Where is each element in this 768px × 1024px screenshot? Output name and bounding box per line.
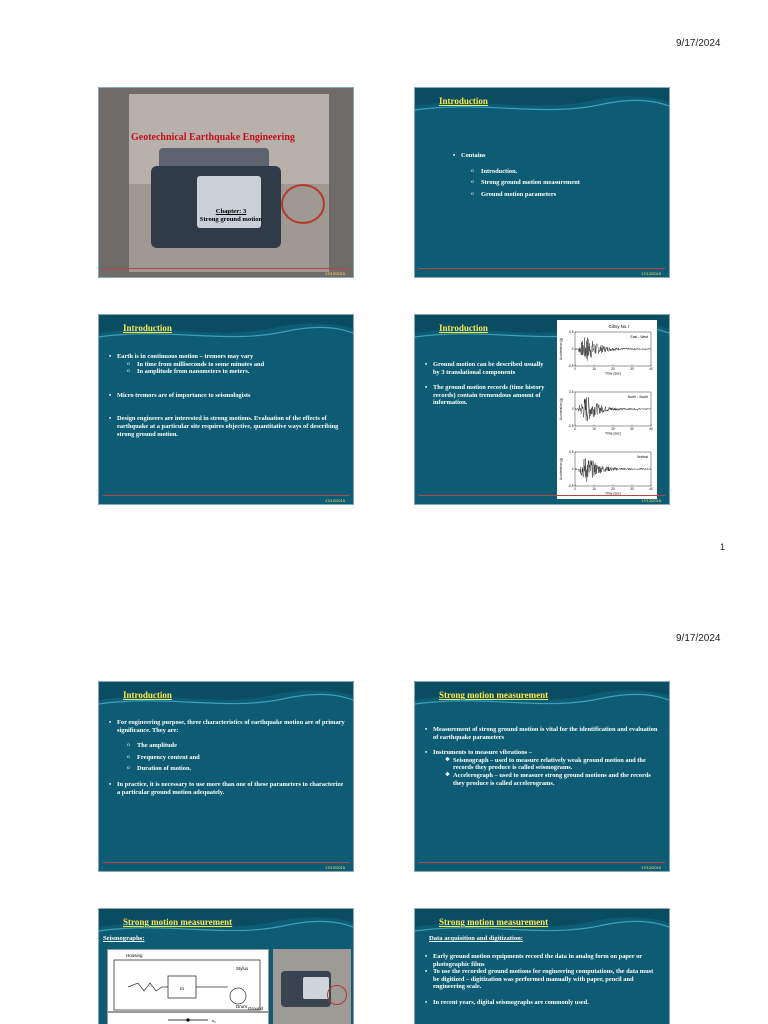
bullet: • To use the recorded ground motions for engineering computations, the data must be digitized – digitization was performed manually with paper, pencil and engineering scale. xyxy=(425,968,661,991)
displacement-label: u₀ xyxy=(212,1018,216,1023)
slide-body xyxy=(453,152,661,198)
slide-seismographs[interactable] xyxy=(98,908,354,1024)
x-axis-label: Time (sec) xyxy=(605,491,621,496)
slide-footer-date: 17/12/2015 xyxy=(324,865,345,870)
bullet: • Instruments to measure vibrations – xyxy=(425,749,661,757)
seismograph-schematic xyxy=(108,950,268,1024)
seismograph-photo xyxy=(273,949,351,1024)
slide-body xyxy=(425,361,549,407)
y-tick-label: 0 xyxy=(571,407,574,412)
slide-title-text: Strong motion measurement xyxy=(439,690,549,700)
y-tick-label: -0.5 xyxy=(568,484,574,489)
slide-title-text: Strong motion measurement xyxy=(439,917,549,927)
page-number: 1 xyxy=(720,542,726,552)
y-axis-label: Acceleration (g) xyxy=(559,337,563,361)
x-axis-label: Time (sec) xyxy=(605,371,621,376)
page-date: 9/17/2024 xyxy=(676,38,721,49)
x-tick-label: 0 xyxy=(574,487,576,491)
y-tick-label: 0.5 xyxy=(569,390,574,395)
slide-footer-date: 17/12/2015 xyxy=(640,271,661,276)
list-item: o Strong ground motion measurement xyxy=(453,179,661,187)
slide-intro-motion[interactable] xyxy=(98,314,354,505)
x-tick-label: 10 xyxy=(592,487,596,491)
page-date: 9/17/2024 xyxy=(676,633,721,644)
bullet: • In recent years, digital seismographs are commonly used. xyxy=(425,999,661,1007)
bullet: • Micro tremors are of importance to seismologists xyxy=(109,392,345,400)
slide-title-text: Introduction xyxy=(439,323,488,333)
ground-label: Ground xyxy=(248,1006,264,1011)
bullet: • Contains xyxy=(453,152,661,160)
accelerogram-svg xyxy=(557,320,657,499)
y-tick-label: 0.5 xyxy=(569,330,574,335)
waveform-trace xyxy=(575,338,651,361)
slide-footer-date: 17/12/2015 xyxy=(640,498,661,503)
y-axis-label: Acceleration (g) xyxy=(559,397,563,421)
slide-title-text: Introduction xyxy=(123,690,172,700)
series-label: Vertical xyxy=(636,455,648,459)
y-tick-label: 0 xyxy=(571,347,574,352)
y-tick-label: -0.5 xyxy=(568,424,574,429)
waveform-trace xyxy=(575,397,651,421)
series-label: East - West xyxy=(630,335,648,339)
bullet: • Earth is in continuous motion – tremors may vary xyxy=(109,353,345,361)
stylus-label: Stylus xyxy=(236,966,249,971)
slide-body xyxy=(109,719,345,796)
slide-subheading: Seismographs: xyxy=(103,935,145,942)
slide-footer-rule xyxy=(103,862,349,863)
housing-label: Housing xyxy=(126,953,143,958)
x-tick-label: 10 xyxy=(592,367,596,371)
slide-body xyxy=(109,353,345,438)
slide-intro-characteristics[interactable] xyxy=(98,681,354,872)
mass-label: m xyxy=(180,987,184,992)
list-item: o In amplitude from nanometers to meters. xyxy=(109,368,345,376)
bullet: • The ground motion records (time history records) contain tremendous amount of information. xyxy=(425,384,549,407)
x-tick-label: 40 xyxy=(649,427,653,431)
x-tick-label: 40 xyxy=(649,487,653,491)
y-tick-label: 0.5 xyxy=(569,450,574,455)
x-tick-label: 20 xyxy=(611,487,615,491)
bullet: • Design engineers are interested in strong motions. Evaluation of the effects of earthquake at a particular site requires objective, quantitative ways of describing strong ground motion. xyxy=(109,415,345,438)
waveform-trace xyxy=(575,458,651,481)
x-tick-label: 20 xyxy=(611,427,615,431)
x-tick-label: 10 xyxy=(592,427,596,431)
x-tick-label: 30 xyxy=(630,487,634,491)
bullet: • For engineering purpose, three characteristics of earthquake motion are of primary significance. They are: xyxy=(109,719,345,734)
cable xyxy=(281,184,325,224)
bullet: • Measurement of strong ground motion is vital for the identification and evaluation of earthquake parameters xyxy=(425,726,661,741)
x-tick-label: 0 xyxy=(574,367,576,371)
x-tick-label: 40 xyxy=(649,367,653,371)
chart-title: Gilroy No. I xyxy=(608,324,630,329)
list-item: o Ground motion parameters xyxy=(453,191,661,199)
seismograph-diagram xyxy=(107,949,269,1024)
drum-label: Drum xyxy=(236,1004,247,1009)
slide-body xyxy=(425,953,661,1007)
slide-title-text: Introduction xyxy=(123,323,172,333)
slide-contents[interactable] xyxy=(414,87,670,278)
slide-strong-motion[interactable] xyxy=(414,681,670,872)
slide-footer-rule xyxy=(419,268,665,269)
bullet: • Early ground motion equipments record the data in analog form on paper or photographic films xyxy=(425,953,661,968)
y-tick-label: 0 xyxy=(571,467,574,472)
slide-title-text: Introduction xyxy=(439,96,488,106)
slide-footer-date: 17/12/2015 xyxy=(640,865,661,870)
sub-bullet: ❖ Accelerograph – used to measure strong ground motions and the records they produce is called accelerograms. xyxy=(425,772,661,787)
series-label: North - South xyxy=(627,395,648,399)
chapter-subtitle: Strong ground motion xyxy=(199,216,263,223)
bullet: • In practice, it is necessary to use more than one of these parameters to characterize a particular ground motion adequately. xyxy=(109,781,345,796)
slide-title-text: Strong motion measurement xyxy=(123,917,233,927)
list-item: o In time from milliseconds to some minutes and xyxy=(109,361,345,369)
x-axis-label: Time (sec) xyxy=(605,431,621,436)
slide-intro-records[interactable] xyxy=(414,314,670,505)
x-tick-label: 20 xyxy=(611,367,615,371)
slide-footer-date: 17/12/2015 xyxy=(324,271,345,276)
presentation-title: Geotechnical Earthquake Engineering xyxy=(131,132,295,143)
y-axis-label: Acceleration (g) xyxy=(559,457,563,481)
accelerogram-chart xyxy=(557,320,657,499)
slide-footer-rule xyxy=(419,862,665,863)
slide-footer-rule xyxy=(103,495,349,496)
x-tick-label: 0 xyxy=(574,427,576,431)
slide-body xyxy=(425,726,661,787)
slide-title[interactable] xyxy=(98,87,354,278)
slide-data-acquisition[interactable] xyxy=(414,908,670,1024)
list-item: o Frequency content and xyxy=(109,754,345,762)
y-tick-label: -0.5 xyxy=(568,364,574,369)
slide-footer-rule xyxy=(103,268,349,269)
x-tick-label: 30 xyxy=(630,367,634,371)
slide-footer-date: 17/12/2015 xyxy=(324,498,345,503)
chapter-number: Chapter: 3 xyxy=(215,208,247,215)
chapter-label xyxy=(189,208,273,224)
sub-bullet: ❖ Seismograph – used to measure relatively weak ground motion and the records they produce is called seismograms. xyxy=(425,757,661,772)
list-item: o Introduction. xyxy=(453,168,661,176)
slide-subheading: Data acquisition and digitization: xyxy=(429,935,523,942)
x-tick-label: 30 xyxy=(630,427,634,431)
list-item: o The amplitude xyxy=(109,742,345,750)
slide-footer-rule xyxy=(419,495,665,496)
bullet: • Ground motion can be described usually by 3 translational components xyxy=(425,361,549,376)
list-item: o Duration of motion. xyxy=(109,765,345,773)
